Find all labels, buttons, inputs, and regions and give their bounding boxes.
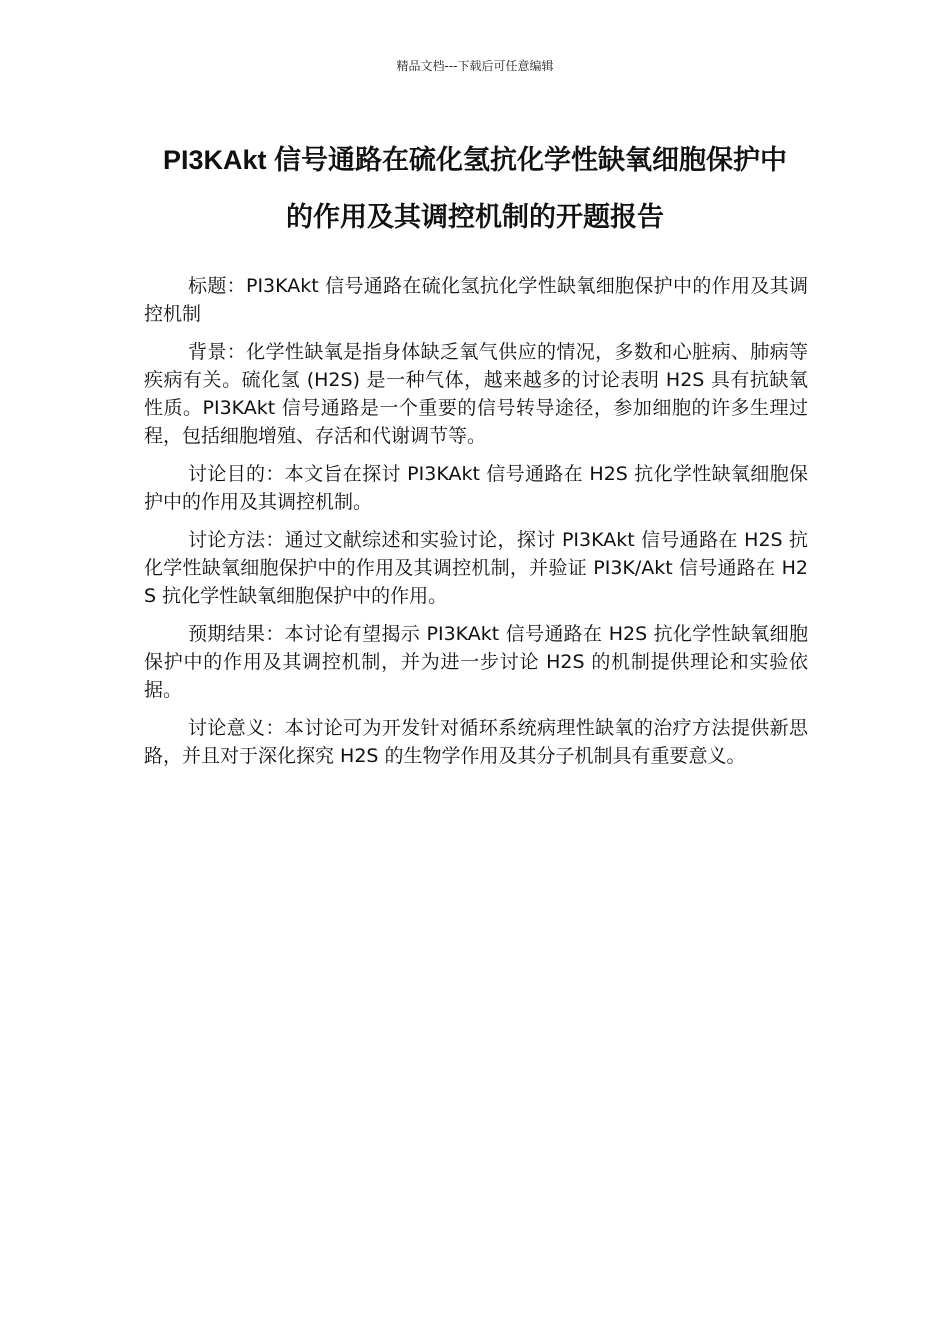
paragraph-objective: 讨论目的：本文旨在探讨 PI3KAkt 信号通路在 H2S 抗化学性缺氧细胞保护中的作用及其调控机制。 (144, 463, 808, 513)
paragraph-background: 背景：化学性缺氧是指身体缺乏氧气供应的情况，多数和心脏病、肺病等疾病有关。硫化氢 (H2S) 是一种气体，越来越多的讨论表明 H2S 具有抗缺氧性质。PI3KAkt 信号通路是一个重要的信号转导途径，参加细胞的许多生理过程，包括细胞增殖、存活和代谢调节等。 (144, 341, 808, 447)
paragraph-method: 讨论方法：通过文献综述和实验讨论，探讨 PI3KAkt 信号通路在 H2S 抗化学性缺氧细胞保护中的作用及其调控机制，并验证 PI3K/Akt 信号通路在 H2S 抗化学性缺氧细胞保护中的作用。 (144, 529, 808, 607)
document-body (144, 272, 808, 780)
paragraph-title: 标题：PI3KAkt 信号通路在硫化氢抗化学性缺氧细胞保护中的作用及其调控机制 (144, 275, 808, 325)
document-title (140, 132, 810, 246)
paragraph-expected-results: 预期结果：本讨论有望揭示 PI3KAkt 信号通路在 H2S 抗化学性缺氧细胞保护中的作用及其调控机制，并为进一步讨论 H2S 的机制提供理论和实验依据。 (144, 623, 808, 701)
title-line-1: PI3KAkt 信号通路在硫化氢抗化学性缺氧细胞保护中 (162, 145, 788, 175)
title-line-2: 的作用及其调控机制的开题报告 (286, 202, 664, 232)
header-note: 精品文档---下载后可任意编辑 (396, 59, 554, 73)
paragraph-significance: 讨论意义：本讨论可为开发针对循环系统病理性缺氧的治疗方法提供新思路，并且对于深化探究 H2S 的生物学作用及其分子机制具有重要意义。 (144, 717, 808, 767)
